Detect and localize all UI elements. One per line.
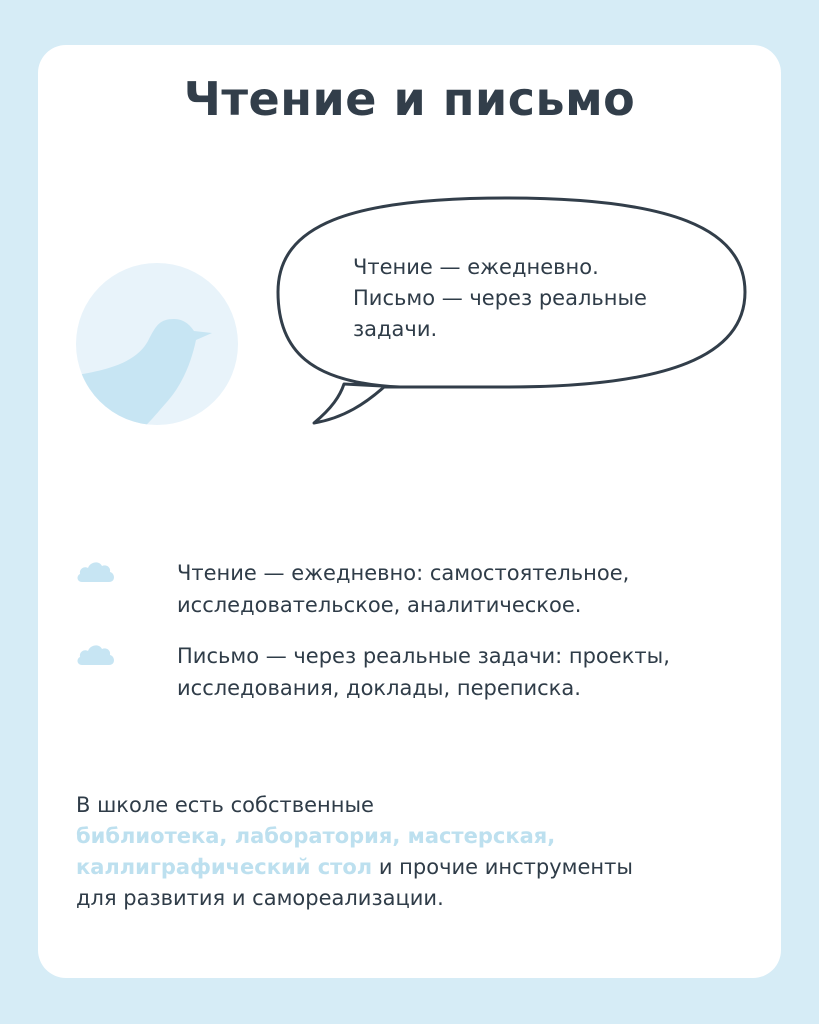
footer-paragraph bbox=[76, 790, 766, 914]
list-item-line: Письмо — через реальные задачи: проекты, bbox=[177, 644, 670, 668]
bubble-line: задачи. bbox=[353, 317, 438, 341]
footer-line-rest: и прочие инструменты bbox=[372, 855, 633, 879]
list-item-line: исследовательское, аналитическое. bbox=[177, 593, 582, 617]
footer-highlight: каллиграфический стол bbox=[76, 855, 373, 879]
footer-line: В школе есть собственные bbox=[76, 793, 374, 817]
cloud-icon bbox=[76, 641, 116, 667]
footer-line: для развития и самореализации. bbox=[76, 886, 444, 910]
list-item bbox=[177, 640, 767, 704]
footer-line bbox=[76, 852, 766, 883]
bubble-text bbox=[353, 252, 733, 345]
page-title: Чтение и письмо bbox=[183, 72, 636, 126]
bubble-line: Чтение — ежедневно. bbox=[353, 255, 599, 279]
list-item-line: исследования, доклады, переписка. bbox=[177, 676, 581, 700]
list-item bbox=[177, 557, 767, 621]
cloud-icon bbox=[76, 558, 116, 584]
footer-highlight: библиотека, лаборатория, мастерская, bbox=[76, 824, 556, 848]
list-item-line: Чтение — ежедневно: самостоятельное, bbox=[177, 561, 630, 585]
bubble-line: Письмо — через реальные bbox=[353, 286, 647, 310]
bird-icon bbox=[76, 263, 238, 425]
